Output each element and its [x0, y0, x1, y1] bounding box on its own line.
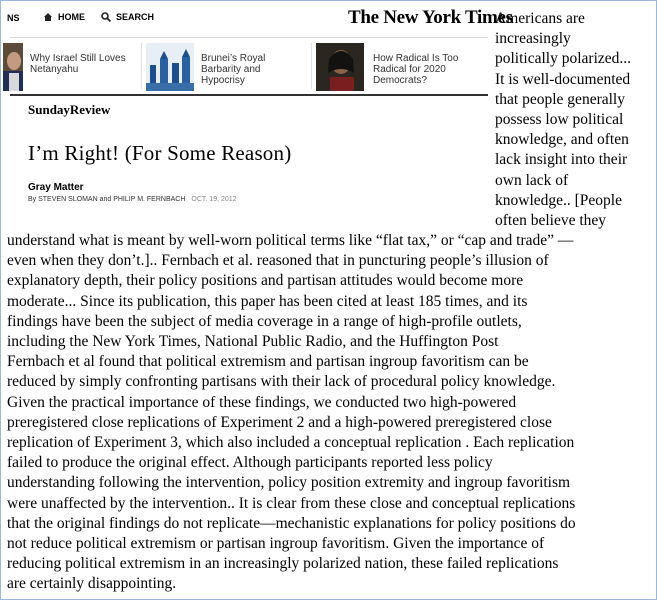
text-line: preregistered close replications of Experiment 2 and a high-powered preregistered close	[7, 413, 552, 431]
related-story-2[interactable]	[146, 43, 306, 91]
section-label[interactable]: SundayReview	[28, 102, 111, 117]
text-line: lack insight into their	[495, 151, 628, 169]
text-line: knowledge.. [People	[495, 191, 622, 209]
text-line: understanding following the intervention, policy position extremity and ingroup favoritism	[7, 474, 571, 492]
text-line: reducing political extremism in an increasingly polarized nation, these failed replications	[7, 555, 559, 573]
related-story-3[interactable]	[316, 43, 488, 91]
column-name[interactable]: Gray Matter	[28, 182, 84, 193]
text-line: Americans are	[495, 10, 585, 27]
text-line: Given the practical importance of these findings, we conducted two high-powered	[7, 393, 517, 411]
nav-divider	[10, 37, 488, 38]
story-1-title: Why Israel Still Loves Netanyahu	[30, 53, 126, 75]
search-icon	[101, 12, 111, 22]
byline	[28, 196, 237, 203]
nyt-nav-bar	[3, 5, 513, 35]
story-2-title: Brunei’s Royal Barbarity and Hypocrisy	[201, 53, 266, 86]
text-line: understand what is meant by well-worn political terms like “flat tax,” or “cap and trade” —	[7, 232, 574, 249]
nyt-article-screenshot	[3, 5, 513, 233]
nav-sections-label[interactable]: NS	[7, 13, 20, 23]
story-3-thumbnail	[316, 43, 364, 91]
story-1-thumbnail	[3, 43, 23, 91]
text-line: findings have been the subject of media coverage in a range of high-profile outlets,	[7, 312, 522, 330]
section-rule	[10, 94, 488, 96]
text-line: including the New York Times, National Public Radio, and the Huffington Post	[7, 333, 499, 351]
text-line: replication of Experiment 3, which also included a conceptual replication . Each replication	[7, 434, 575, 452]
byline-authors: By STEVEN SLOMAN and PHILIP M. FERNBACH	[28, 196, 186, 203]
text-line: It is well-documented	[495, 70, 631, 88]
text-line: increasingly	[495, 30, 571, 48]
text-line: that the original findings do not replicate—mechanistic explanations for policy positions do	[7, 514, 576, 532]
text-body	[7, 231, 652, 595]
text-line: even when they don’t.].. Fernbach et al. reasoned that in puncturing people’s illusion of	[7, 252, 549, 270]
text-line: knowledge, and often	[495, 131, 629, 149]
nav-search-label: SEARCH	[116, 12, 155, 22]
byline-date: OCT. 19, 2012	[191, 196, 237, 203]
text-line: possess low political	[495, 111, 624, 129]
text-line: politically polarized...	[495, 50, 632, 68]
text-line: that people generally	[495, 90, 625, 108]
text-line: not reduce political extremism or partisan ingroup favoritism. Given the importance of	[7, 535, 545, 553]
nav-home[interactable]	[43, 12, 85, 22]
nav-search[interactable]	[101, 12, 154, 22]
text-line: often believe they	[495, 212, 607, 230]
article-headline: I’m Right! (For Some Reason)	[28, 141, 292, 165]
text-line: own lack of	[495, 171, 569, 189]
story-3-title: How Radical Is Too Radical for 2020 Democrats?	[373, 53, 459, 86]
nyt-logo[interactable]: The New York Times	[348, 7, 513, 28]
text-line: moderate... Since its publication, this paper has been cited at least 185 times, and its	[7, 292, 528, 310]
story-2-thumbnail	[146, 43, 194, 91]
text-right-column	[495, 9, 657, 231]
text-line: explanatory depth, their policy positions and partisan attitudes would become more	[7, 272, 524, 290]
text-line: reduced by simply confronting partisans with their lack of procedural policy knowledge.	[7, 373, 556, 391]
home-icon	[43, 12, 53, 22]
related-story-1[interactable]	[3, 43, 139, 91]
text-line: are certainly disappointing.	[7, 575, 177, 593]
text-line: failed to produce the original effect. Although participants reported less policy	[7, 454, 493, 472]
text-line: were unaffected by the intervention.. It is clear from these close and conceptual replications	[7, 494, 576, 512]
story-divider	[141, 43, 142, 89]
nav-home-label: HOME	[58, 12, 85, 22]
story-divider	[311, 43, 312, 89]
text-line: Fernbach et al found that political extremism and partisan ingroup favoritism can be	[7, 353, 529, 371]
